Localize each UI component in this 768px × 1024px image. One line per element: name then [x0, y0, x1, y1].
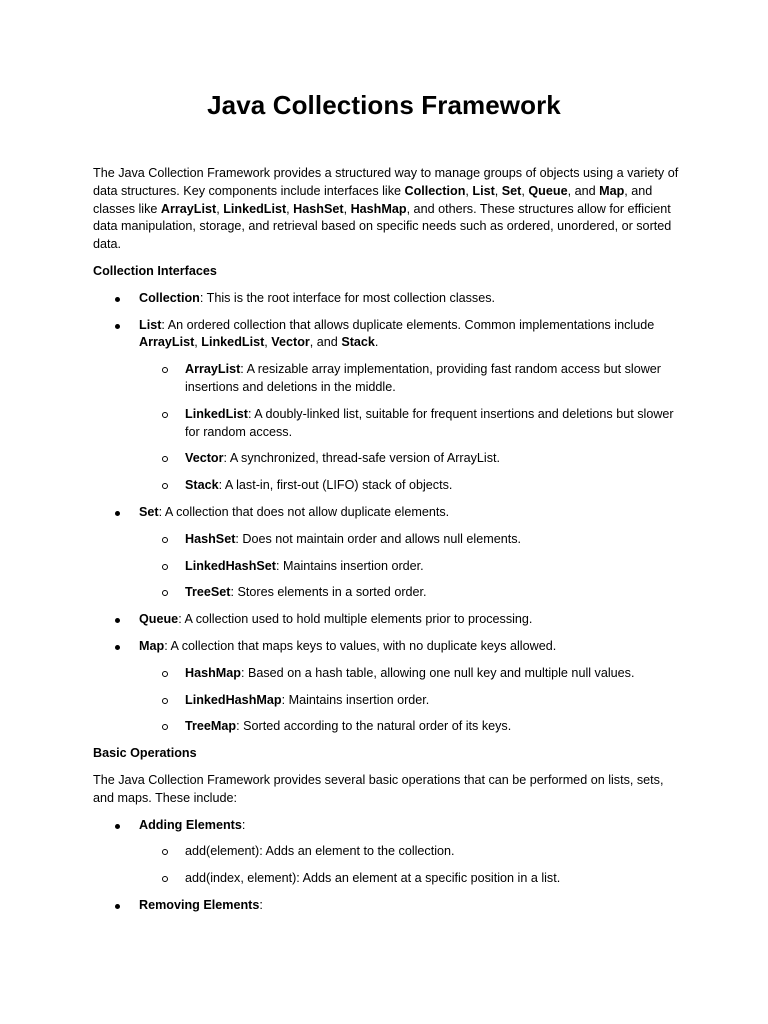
list-item-hashset [139, 531, 683, 549]
term: Map [139, 638, 165, 653]
intro-bold-collection: Collection [404, 183, 466, 198]
term: LinkedHashSet [185, 558, 276, 573]
term: Vector [271, 335, 310, 350]
intro-text: , [494, 183, 502, 198]
intro-bold-set: Set [501, 183, 522, 198]
list-item-adding-elements [93, 817, 683, 888]
separator: . [374, 335, 379, 350]
term-desc: : An ordered collection that allows duplicate elements. Common implementations include [161, 317, 655, 332]
document-body [93, 165, 683, 924]
term-desc: : A collection used to hold multiple elements prior to processing. [178, 612, 533, 627]
list-item-map [93, 638, 683, 736]
bullet-icon [115, 618, 120, 623]
term: ArrayList [185, 362, 241, 377]
term-desc: : A collection that does not allow duplicate elements. [158, 504, 450, 519]
intro-text: , [216, 201, 224, 216]
list-item-linkedhashmap [139, 692, 683, 710]
term: LinkedList [185, 406, 248, 421]
circle-bullet-icon [162, 849, 168, 855]
list-item-queue [93, 611, 683, 629]
list-item-stack [139, 477, 683, 495]
term-desc: : Maintains insertion order. [275, 558, 424, 573]
list-item-collection [93, 290, 683, 308]
intro-bold-map: Map [599, 183, 625, 198]
list-item-linkedhashset [139, 558, 683, 576]
term: LinkedHashMap [185, 692, 282, 707]
intro-text: , [343, 201, 351, 216]
circle-bullet-icon [162, 456, 168, 462]
bullet-icon [115, 904, 120, 909]
list-item-add-element [139, 843, 683, 861]
intro-bold-hashset: HashSet [293, 201, 344, 216]
intro-text: , [521, 183, 529, 198]
term-desc: : This is the root interface for most collection classes. [199, 290, 496, 305]
page-title: Java Collections Framework [207, 90, 561, 120]
term: ArrayList [139, 335, 195, 350]
intro-paragraph [93, 165, 683, 254]
intro-text: , and others. These structures allow for efficient data manipulation, storage, and retrieval based on specific needs such as ordered, unordered, or sorted data. [93, 201, 672, 252]
circle-bullet-icon [162, 564, 168, 570]
list-item-vector [139, 450, 683, 468]
term: List [139, 317, 162, 332]
intro-text: The Java Collection Framework provides a structured way to manage groups of objects using a variety of data structures. Key components include interfaces like [93, 166, 679, 198]
bullet-icon [115, 645, 120, 650]
intro-text: , [465, 183, 473, 198]
circle-bullet-icon [162, 590, 168, 596]
separator: , and [309, 335, 342, 350]
circle-bullet-icon [162, 876, 168, 882]
term: Set [139, 504, 159, 519]
circle-bullet-icon [162, 412, 168, 418]
intro-bold-list: List [472, 183, 495, 198]
list-item-add-index-element [139, 870, 683, 888]
list-item-arraylist [139, 361, 683, 397]
operations-list [93, 817, 683, 915]
term-desc: : Does not maintain order and allows null elements. [235, 531, 522, 546]
term: Adding Elements [139, 817, 242, 832]
term-desc: : A collection that maps keys to values, with no duplicate keys allowed. [164, 638, 557, 653]
intro-text: , and classes like [93, 183, 653, 216]
term-desc: : Stores elements in a sorted order. [230, 585, 427, 600]
intro-bold-queue: Queue [528, 183, 568, 198]
circle-bullet-icon [162, 367, 168, 373]
separator: : [259, 897, 263, 912]
circle-bullet-icon [162, 671, 168, 677]
term: Collection [139, 290, 200, 305]
list-item-list [93, 317, 683, 495]
method-desc: add(index, element): Adds an element at a specific position in a list. [185, 871, 561, 886]
bullet-icon [115, 824, 120, 829]
term-desc: : Maintains insertion order. [281, 692, 430, 707]
list-item-linkedlist [139, 406, 683, 442]
term-desc: : A synchronized, thread-safe version of ArrayList. [223, 451, 501, 466]
term-desc: : Based on a hash table, allowing one null key and multiple null values. [240, 665, 635, 680]
intro-text: , and [567, 183, 600, 198]
bullet-icon [115, 511, 120, 516]
list-implementations [139, 361, 683, 495]
term: HashSet [185, 531, 236, 546]
term: Stack [185, 478, 219, 493]
interfaces-list [93, 290, 683, 736]
list-item-treeset [139, 584, 683, 602]
bullet-icon [115, 297, 120, 302]
section-heading-collection-interfaces: Collection Interfaces [93, 263, 217, 278]
intro-text: , [286, 201, 294, 216]
term: TreeMap [185, 719, 237, 734]
intro-bold-arraylist: ArrayList [160, 201, 217, 216]
term: HashMap [185, 665, 241, 680]
term-desc: : A doubly-linked list, suitable for frequent insertions and deletions but slower for random access. [185, 406, 674, 439]
intro-bold-linkedlist: LinkedList [223, 201, 287, 216]
separator: , [264, 335, 272, 350]
method-desc: add(element): Adds an element to the collection. [185, 844, 455, 859]
separator: , [194, 335, 202, 350]
term: LinkedList [201, 335, 265, 350]
circle-bullet-icon [162, 698, 168, 704]
adding-methods [139, 843, 683, 888]
list-item-treemap [139, 718, 683, 736]
map-implementations [139, 665, 683, 736]
term: Vector [185, 451, 224, 466]
term-desc: : A last-in, first-out (LIFO) stack of objects. [218, 478, 453, 493]
term: Removing Elements [139, 897, 260, 912]
section-heading-basic-operations: Basic Operations [93, 746, 197, 761]
list-item-hashmap [139, 665, 683, 683]
term-desc: : A resizable array implementation, providing fast random access but slower insertions and deletions in the middle. [185, 362, 661, 394]
term-desc: : Sorted according to the natural order of its keys. [236, 719, 512, 734]
separator: : [241, 817, 246, 832]
list-item-set [93, 504, 683, 602]
circle-bullet-icon [162, 483, 168, 489]
circle-bullet-icon [162, 537, 168, 543]
bullet-icon [115, 324, 120, 329]
list-item-removing-elements [93, 897, 683, 915]
term: Queue [139, 612, 179, 627]
set-implementations [139, 531, 683, 602]
intro-bold-hashmap: HashMap [350, 201, 407, 216]
operations-intro: The Java Collection Framework provides several basic operations that can be performed on lists, sets, and maps. These include: [93, 772, 664, 805]
term: TreeSet [185, 585, 231, 600]
term: Stack [341, 335, 375, 350]
circle-bullet-icon [162, 724, 168, 730]
